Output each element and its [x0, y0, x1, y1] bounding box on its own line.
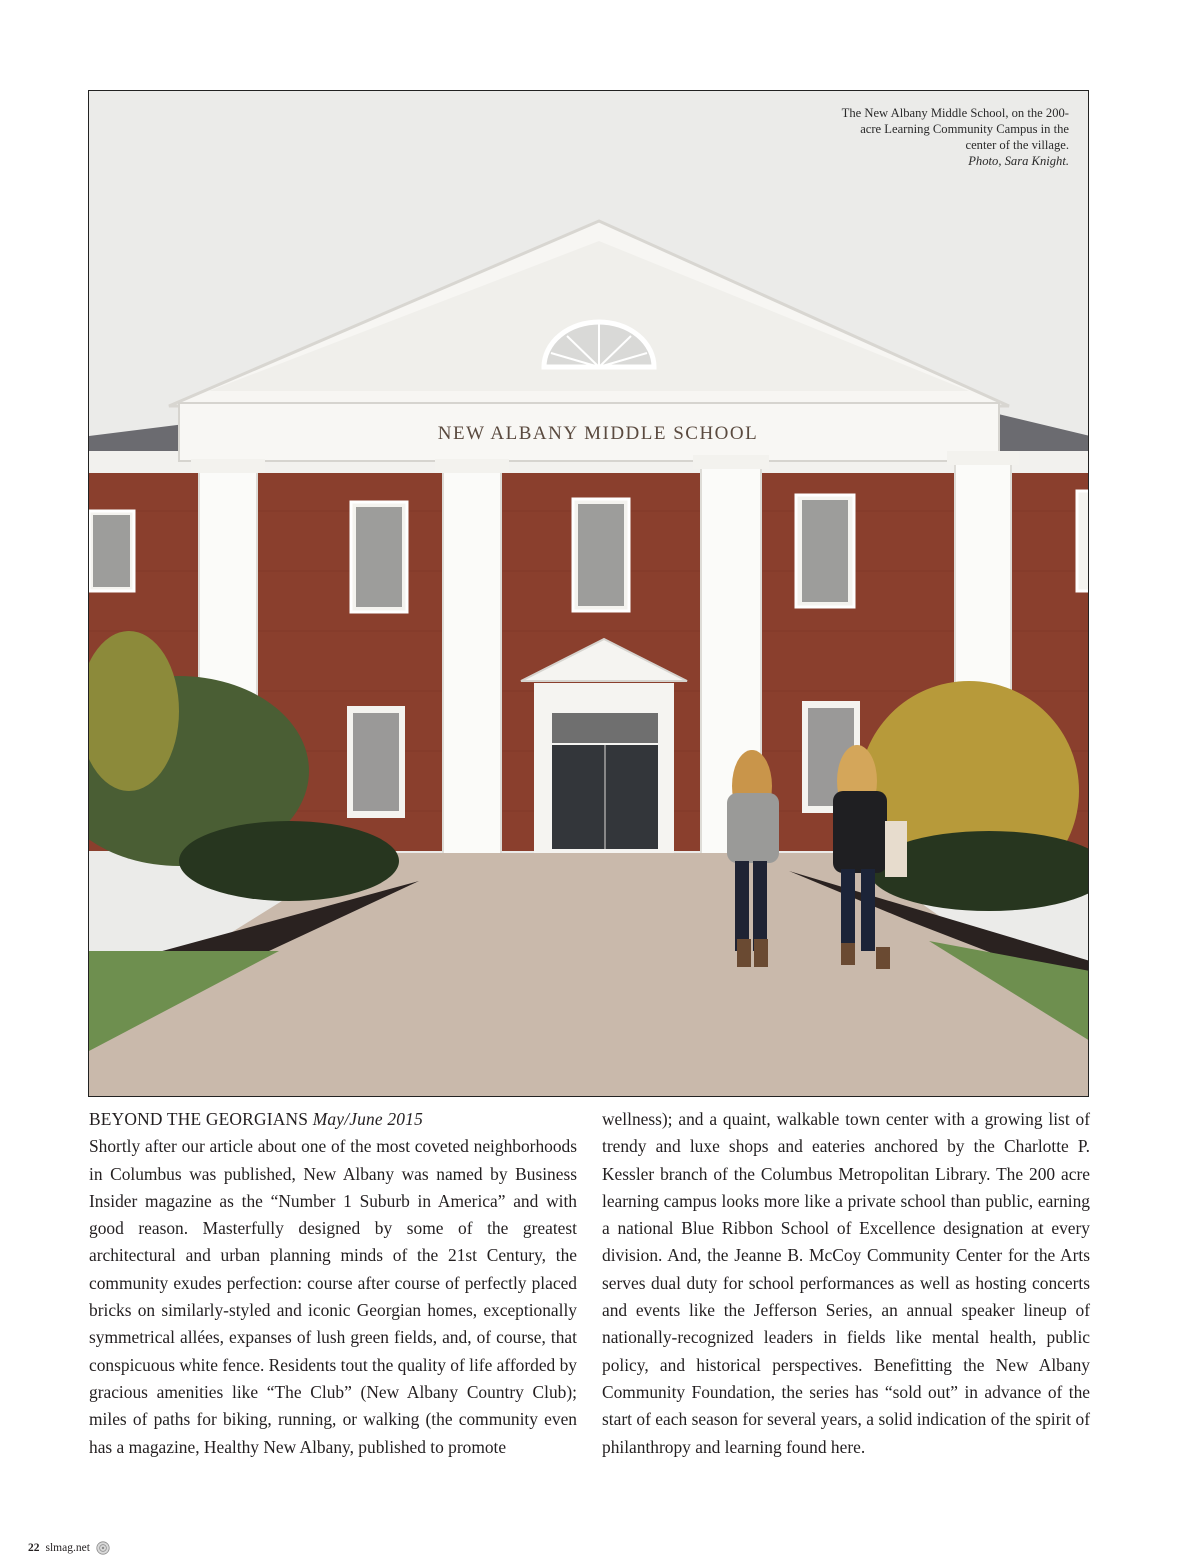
article-paragraph-left: Shortly after our article about one of the most coveted neighborhoods in Columbus was published, New Albany was named by Business Insider magazine as the “Number 1 Suburb in America” and with good reason. Masterfully designed by some of the greatest architectural and urban planning minds of the 21st Century, the community exudes perfection: course after course of perfectly placed bricks on similarly-styled and iconic Georgian homes, exceptionally symmetrical allées, expanses of lush green fields, and, of course, that conspicuous white fence. Residents tout the quality of life afforded by gracious amenities like “The Club” (New Albany Country Club); miles of paths for biking, running, or walking (the community even has a magazine, Healthy New Albany, published to promote — [89, 1136, 577, 1457]
article-column-right — [602, 1106, 1090, 1461]
article-title: BEYOND THE GEORGIANS — [89, 1109, 309, 1129]
school-building-illustration — [89, 91, 1089, 1097]
page-number: 22 — [28, 1542, 40, 1554]
page-footer — [28, 1541, 110, 1555]
building-sign-text: NEW ALBANY MIDDLE SCHOOL — [437, 423, 759, 444]
photo-credit: Photo, Sara Knight. — [968, 154, 1069, 168]
article-paragraph-right: wellness); and a quaint, walkable town center with a growing list of trendy and luxe shops and eateries anchored by the Charlotte P. Kessler branch of the Columbus Metropolitan Library. The 200 acre learning campus looks more like a private school than public, earning a national Blue Ribbon School of Excellence designation at every division. And, the Jeanne B. McCoy Community Center for the Arts serves dual duty for school performances as well as hosting concerts and events like the Jefferson Series, an annual speaker lineup of nationally-recognized leaders in fields like mental health, public policy, and historical perspectives. Benefitting the New Albany Community Foundation, the series has “sold out” in advance of the start of each season for several years, a solid indication of the spirit of philanthropy and learning found here. — [602, 1109, 1090, 1457]
issue-date: May/June 2015 — [312, 1109, 423, 1129]
site-url: slmag.net — [45, 1542, 90, 1554]
article-column-left — [89, 1106, 577, 1461]
magazine-seal-icon — [96, 1541, 110, 1555]
caption-text: The New Albany Middle School, on the 200-acre Learning Community Campus in the center of the village. — [841, 106, 1069, 152]
photo-caption — [829, 105, 1069, 169]
article-heading — [89, 1106, 577, 1133]
school-photo — [88, 90, 1089, 1097]
